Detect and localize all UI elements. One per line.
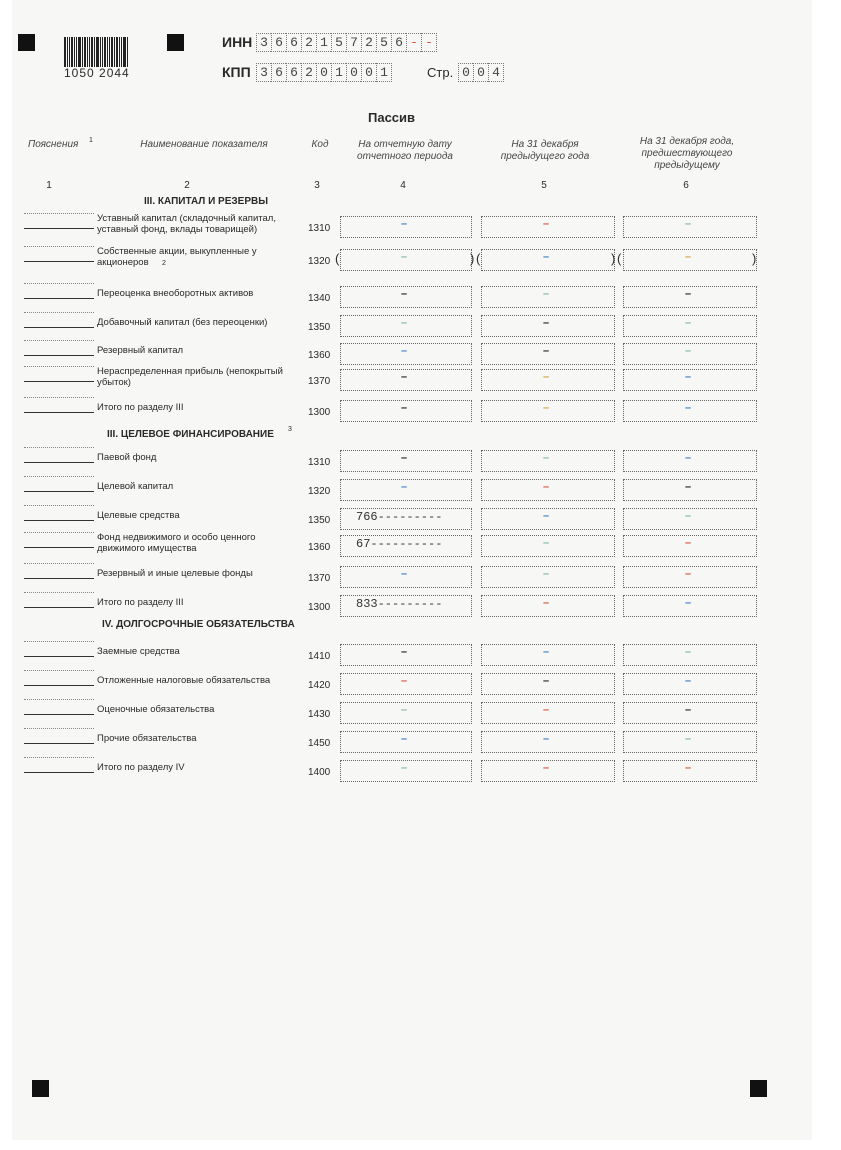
parenthesis: ) <box>752 251 757 266</box>
value-dash: – <box>685 537 692 549</box>
column-header-explanations: Пояснения <box>28 139 79 150</box>
value-dash: – <box>543 371 550 383</box>
barcode-bar <box>78 37 81 67</box>
explanation-field <box>24 532 94 548</box>
row-code: 1350 <box>308 515 331 526</box>
kpp-digit: 0 <box>361 63 376 82</box>
corner-marker-top-left <box>18 34 35 51</box>
value-dash: – <box>685 481 692 493</box>
section-heading-capital: III. КАПИТАЛ И РЕЗЕРВЫ <box>144 196 268 207</box>
value-dash: – <box>401 704 408 716</box>
kpp-digit: 1 <box>376 63 392 82</box>
explanation-field <box>24 757 94 773</box>
inn-label: ИНН <box>222 34 253 50</box>
row-name: Резервный капитал <box>97 345 184 356</box>
column-number-3: 3 <box>314 180 320 191</box>
row-name: Собственные акции, выкупленные у акционеров <box>97 246 257 268</box>
value-dash: – <box>685 218 692 230</box>
row-code: 1400 <box>308 767 331 778</box>
row-code: 1370 <box>308 573 331 584</box>
inn-digit: 6 <box>286 33 301 52</box>
explanation-field <box>24 505 94 521</box>
column-number-5: 5 <box>541 180 547 191</box>
column-header-prev-year: На 31 декабря предыдущего года <box>500 139 590 162</box>
value-dash: – <box>543 597 550 609</box>
column-header-indicator: Наименование показателя <box>140 139 268 150</box>
section-footnote: 3 <box>288 426 292 433</box>
explanation-field <box>24 340 94 356</box>
value-dash: – <box>401 288 408 300</box>
explanation-field <box>24 213 94 229</box>
barcode-bar <box>116 37 118 67</box>
value-dash: – <box>685 597 692 609</box>
column-number-6: 6 <box>683 180 689 191</box>
value-dash: – <box>401 568 408 580</box>
row-code: 1430 <box>308 709 331 720</box>
section-heading-long-term: IV. ДОЛГОСРОЧНЫЕ ОБЯЗАТЕЛЬСТВА <box>102 619 295 630</box>
row-code: 1450 <box>308 738 331 749</box>
value-dash: – <box>401 481 408 493</box>
value-dash: – <box>543 733 550 745</box>
row-code: 1360 <box>308 542 331 553</box>
value-dash: – <box>685 568 692 580</box>
inn-digit: - <box>406 33 421 52</box>
value-dash: – <box>401 251 408 263</box>
value-dash: – <box>685 762 692 774</box>
value-text: 67---------- <box>356 537 443 551</box>
barcode-bar <box>100 37 101 67</box>
value-dash: – <box>401 218 408 230</box>
value-dash: – <box>685 345 692 357</box>
value-dash: – <box>685 452 692 464</box>
inn-digit: 2 <box>301 33 316 52</box>
barcode-bar <box>104 37 106 67</box>
row-name: Уставный капитал (складочный капитал, уставный фонд, вклады товарищей) <box>97 213 276 235</box>
explanation-field <box>24 563 94 579</box>
corner-marker-bottom-right <box>750 1080 767 1097</box>
row-code: 1340 <box>308 293 331 304</box>
barcode-bar <box>91 37 93 67</box>
barcode-bar <box>71 37 73 67</box>
corner-marker-bottom-left <box>32 1080 49 1097</box>
kpp-label: КПП <box>222 64 251 80</box>
explanation-field <box>24 283 94 299</box>
inn-digit: 5 <box>376 33 391 52</box>
row-code: 1320 <box>308 256 331 267</box>
row-name: Итого по разделу IV <box>97 762 185 773</box>
row-name: Оценочные обязательства <box>97 704 215 715</box>
barcode-bar <box>94 37 95 67</box>
barcode-bar <box>109 37 110 67</box>
value-dash: – <box>401 402 408 414</box>
row-name: Резервный и иные целевые фонды <box>97 568 253 579</box>
row-name: Добавочный капитал (без переоценки) <box>97 317 268 328</box>
row-code: 1320 <box>308 486 331 497</box>
barcode-bar <box>121 37 122 67</box>
value-dash: – <box>543 675 550 687</box>
inn-digit: 6 <box>391 33 406 52</box>
value-dash: – <box>685 317 692 329</box>
value-dash: – <box>685 251 692 263</box>
value-text: 833--------- <box>356 597 443 611</box>
inn-digit: 2 <box>361 33 376 52</box>
row-code: 1300 <box>308 407 331 418</box>
value-dash: – <box>543 452 550 464</box>
kpp-digit: 2 <box>301 63 316 82</box>
row-name: Прочие обязательства <box>97 733 197 744</box>
parenthesis: ) <box>611 251 616 266</box>
barcode-bar <box>127 37 128 67</box>
value-dash: – <box>685 733 692 745</box>
value-dash: – <box>543 288 550 300</box>
value-dash: – <box>543 481 550 493</box>
row-code: 1370 <box>308 376 331 387</box>
column-number-1: 1 <box>46 180 52 191</box>
parenthesis: ( <box>617 251 622 266</box>
explanation-field <box>24 476 94 492</box>
column-header-code: Код <box>311 139 329 150</box>
row-footnote: 2 <box>162 260 166 267</box>
value-text: 766--------- <box>356 510 443 524</box>
value-dash: – <box>401 733 408 745</box>
kpp-digit: 3 <box>256 63 271 82</box>
barcode-bar <box>74 37 75 67</box>
column-header-current: На отчетную дату отчетного периода <box>357 139 453 162</box>
value-dash: – <box>685 510 692 522</box>
explanation-field <box>24 397 94 413</box>
row-code: 1420 <box>308 680 331 691</box>
inn-digit: 7 <box>346 33 361 52</box>
barcode-bar <box>89 37 90 67</box>
row-name: Целевые средства <box>97 510 180 521</box>
value-dash: – <box>685 675 692 687</box>
value-dash: – <box>543 762 550 774</box>
value-dash: – <box>401 646 408 658</box>
row-name: Итого по разделу III <box>97 597 184 608</box>
barcode-bar <box>82 37 83 67</box>
value-dash: – <box>685 371 692 383</box>
inn-digit: 1 <box>316 33 331 52</box>
kpp-digit: 0 <box>346 63 361 82</box>
column-number-2: 2 <box>184 180 190 191</box>
kpp-digit: 6 <box>271 63 286 82</box>
value-dash: – <box>543 218 550 230</box>
explanation-field <box>24 246 94 262</box>
row-code: 1310 <box>308 223 331 234</box>
inn-digit: 3 <box>256 33 271 52</box>
row-name: Нераспределенная прибыль (непокрытый убыток) <box>97 366 283 388</box>
page-number-digit: 0 <box>473 63 488 82</box>
barcode-bar <box>67 37 68 67</box>
inn-digit: 6 <box>271 33 286 52</box>
explanation-field <box>24 447 94 463</box>
value-dash: – <box>543 510 550 522</box>
barcode-bar <box>69 37 70 67</box>
explanation-field <box>24 312 94 328</box>
row-name: Заемные средства <box>97 646 180 657</box>
page-number-field <box>458 63 504 82</box>
barcode <box>64 37 140 67</box>
value-dash: – <box>685 402 692 414</box>
barcode-bar <box>123 37 126 67</box>
kpp-field <box>256 63 392 82</box>
page-label: Стр. <box>427 65 454 80</box>
value-dash: – <box>543 317 550 329</box>
barcode-bar <box>119 37 120 67</box>
explanation-field <box>24 592 94 608</box>
value-dash: – <box>543 568 550 580</box>
inn-digit: 5 <box>331 33 346 52</box>
section-heading-target-financing: III. ЦЕЛЕВОЕ ФИНАНСИРОВАНИЕ <box>107 429 274 440</box>
row-name: Паевой фонд <box>97 452 157 463</box>
page-title: Пассив <box>368 110 416 125</box>
parenthesis: ( <box>476 251 481 266</box>
barcode-bar <box>102 37 103 67</box>
value-dash: – <box>401 345 408 357</box>
explanation-field <box>24 670 94 686</box>
column-header-footnote: 1 <box>89 137 93 144</box>
barcode-bar <box>96 37 99 67</box>
value-dash: – <box>543 537 550 549</box>
barcode-bar <box>64 37 66 67</box>
value-dash: – <box>401 452 408 464</box>
row-name: Фонд недвижимого и особо ценного движимого имущества <box>97 532 256 554</box>
inn-field <box>256 33 437 52</box>
parenthesis: ( <box>335 251 340 266</box>
row-code: 1310 <box>308 457 331 468</box>
explanation-field <box>24 728 94 744</box>
page-number-digit: 4 <box>488 63 504 82</box>
barcode-bar <box>76 37 77 67</box>
explanation-field <box>24 699 94 715</box>
corner-marker-top-right <box>167 34 184 51</box>
row-code: 1350 <box>308 322 331 333</box>
row-code: 1360 <box>308 350 331 361</box>
page-number-digit: 0 <box>458 63 473 82</box>
column-number-4: 4 <box>400 180 406 191</box>
value-dash: – <box>401 675 408 687</box>
kpp-digit: 6 <box>286 63 301 82</box>
explanation-field <box>24 641 94 657</box>
value-dash: – <box>401 762 408 774</box>
parenthesis: ) <box>470 251 475 266</box>
row-name: Переоценка внеоборотных активов <box>97 288 254 299</box>
kpp-digit: 0 <box>316 63 331 82</box>
value-dash: – <box>401 371 408 383</box>
inn-digit: - <box>421 33 437 52</box>
value-dash: – <box>685 646 692 658</box>
explanation-field <box>24 366 94 382</box>
column-header-prev-prev-year: На 31 декабря года, предшествующего предыдущему <box>639 136 735 171</box>
barcode-bar <box>84 37 86 67</box>
row-code: 1410 <box>308 651 331 662</box>
value-dash: – <box>401 317 408 329</box>
barcode-bar <box>111 37 113 67</box>
barcode-bar <box>114 37 115 67</box>
row-code: 1300 <box>308 602 331 613</box>
barcode-bar <box>87 37 88 67</box>
value-dash: – <box>543 251 550 263</box>
row-name: Итого по разделу III <box>97 402 184 413</box>
row-name: Целевой капитал <box>97 481 174 492</box>
row-name: Отложенные налоговые обязательства <box>97 675 271 686</box>
barcode-bar <box>107 37 108 67</box>
value-dash: – <box>543 402 550 414</box>
value-dash: – <box>685 704 692 716</box>
value-dash: – <box>543 704 550 716</box>
value-dash: – <box>543 646 550 658</box>
kpp-digit: 1 <box>331 63 346 82</box>
value-dash: – <box>543 345 550 357</box>
barcode-number: 1050 2044 <box>64 66 130 80</box>
value-dash: – <box>685 288 692 300</box>
